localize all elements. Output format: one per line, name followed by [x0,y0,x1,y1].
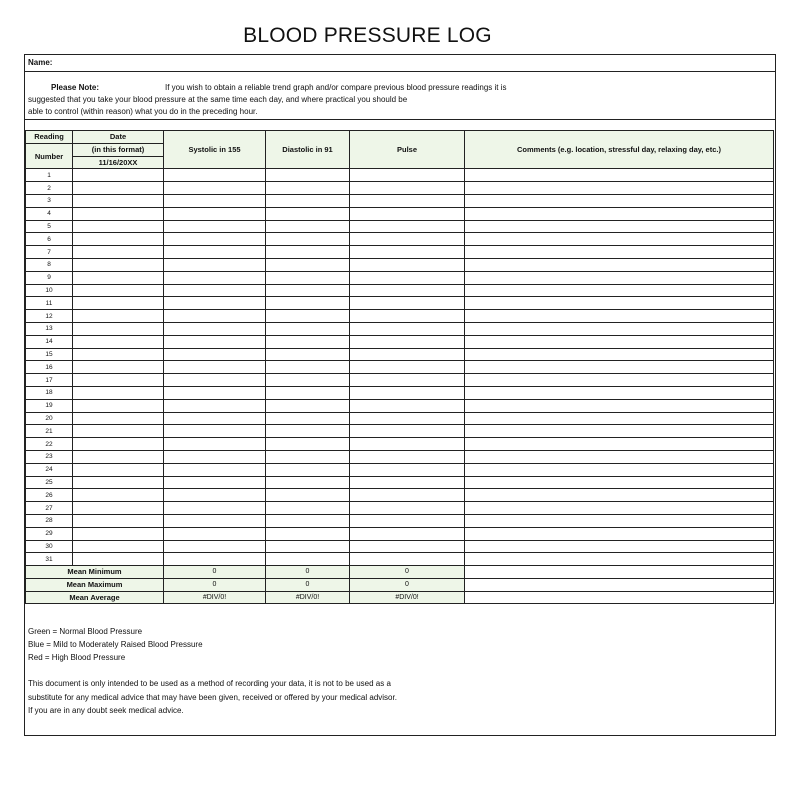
reading-number: 21 [26,425,73,438]
reading-number: 19 [26,399,73,412]
blood-pressure-form [24,54,776,736]
systolic-cell[interactable] [164,374,266,387]
table-row [26,514,774,527]
diastolic-cell[interactable] [266,553,350,566]
comments-cell[interactable] [465,399,774,412]
summary-pulse: 0 [350,566,465,579]
pulse-cell[interactable] [350,271,465,284]
date-cell[interactable] [73,335,164,348]
systolic-cell[interactable] [164,553,266,566]
date-cell[interactable] [73,412,164,425]
pulse-cell[interactable] [350,233,465,246]
note-label: Please Note: [51,83,100,92]
summary-systolic: 0 [164,578,266,591]
comments-cell[interactable] [465,374,774,387]
table-row [26,246,774,259]
comments-cell[interactable] [465,553,774,566]
summary-comments [465,566,774,579]
date-cell[interactable] [73,450,164,463]
diastolic-cell[interactable] [266,450,350,463]
systolic-cell[interactable] [164,194,266,207]
name-field[interactable]: Name: [25,55,775,72]
date-cell[interactable] [73,386,164,399]
date-cell[interactable] [73,399,164,412]
table-row [26,399,774,412]
summary-pulse: 0 [350,578,465,591]
diastolic-cell[interactable] [266,246,350,259]
summary-diastolic: 0 [266,566,350,579]
reading-number: 13 [26,322,73,335]
table-row [26,476,774,489]
summary-comments [465,578,774,591]
date-cell[interactable] [73,553,164,566]
comments-cell[interactable] [465,412,774,425]
reading-number: 6 [26,233,73,246]
systolic-cell[interactable] [164,502,266,515]
pulse-cell[interactable] [350,348,465,361]
pulse-cell[interactable] [350,553,465,566]
pulse-cell[interactable] [350,194,465,207]
comments-cell[interactable] [465,502,774,515]
pulse-cell[interactable] [350,246,465,259]
systolic-cell[interactable] [164,233,266,246]
date-format-note: (in this format) [73,143,164,156]
table-row [26,425,774,438]
comments-cell[interactable] [465,514,774,527]
systolic-cell[interactable] [164,489,266,502]
date-cell[interactable] [73,194,164,207]
table-row [26,297,774,310]
pulse-cell[interactable] [350,463,465,476]
diastolic-cell[interactable] [266,207,350,220]
col-comments-header: Comments (e.g. location, stressful day, relaxing day, etc.) [465,131,774,169]
systolic-cell[interactable] [164,361,266,374]
summary-pulse: #DIV/0! [350,591,465,604]
pulse-cell[interactable] [350,361,465,374]
systolic-cell[interactable] [164,220,266,233]
table-row [26,194,774,207]
table-row [26,540,774,553]
disclaimer-line-2: substitute for any medical advice that may have been given, received or offered by your medical advisor. [28,692,397,702]
diastolic-cell[interactable] [266,335,350,348]
date-cell[interactable] [73,438,164,451]
date-cell[interactable] [73,463,164,476]
comments-cell[interactable] [465,489,774,502]
systolic-cell[interactable] [164,425,266,438]
comments-cell[interactable] [465,310,774,323]
comments-cell[interactable] [465,348,774,361]
table-row [26,463,774,476]
date-cell[interactable] [73,476,164,489]
comments-cell[interactable] [465,322,774,335]
comments-cell[interactable] [465,220,774,233]
diastolic-cell[interactable] [266,540,350,553]
diastolic-cell[interactable] [266,374,350,387]
date-cell[interactable] [73,258,164,271]
date-cell[interactable] [73,284,164,297]
reading-number: 25 [26,476,73,489]
systolic-cell[interactable] [164,284,266,297]
note-line-3: able to control (within reason) what you do in the preceding hour. [28,107,258,116]
pulse-cell[interactable] [350,399,465,412]
diastolic-cell[interactable] [266,271,350,284]
col-number-header: Number [26,143,73,169]
comments-cell[interactable] [465,425,774,438]
pulse-cell[interactable] [350,207,465,220]
reading-number: 15 [26,348,73,361]
diastolic-cell[interactable] [266,348,350,361]
pulse-cell[interactable] [350,425,465,438]
pulse-cell[interactable] [350,540,465,553]
comments-cell[interactable] [465,271,774,284]
comments-cell[interactable] [465,361,774,374]
date-cell[interactable] [73,182,164,195]
summary-systolic: #DIV/0! [164,591,266,604]
comments-cell[interactable] [465,463,774,476]
disclaimer-line-3: If you are in any doubt seek medical advice. [28,706,184,715]
legend-blue: Blue = Mild to Moderately Raised Blood Pressure [28,640,203,649]
summary-diastolic: #DIV/0! [266,591,350,604]
pulse-cell[interactable] [350,476,465,489]
date-example: 11/16/20XX [73,156,164,169]
pulse-cell[interactable] [350,527,465,540]
col-reading-header: Reading [26,131,73,144]
disclaimer-line-1: This document is only intended to be used as a method of recording your data, it is not to be used as a [28,679,391,688]
systolic-cell[interactable] [164,514,266,527]
date-cell[interactable] [73,361,164,374]
comments-cell[interactable] [465,246,774,259]
comments-cell[interactable] [465,169,774,182]
pulse-cell[interactable] [350,489,465,502]
comments-cell[interactable] [465,194,774,207]
table-row [26,284,774,297]
diastolic-cell[interactable] [266,502,350,515]
diastolic-cell[interactable] [266,284,350,297]
systolic-cell[interactable] [164,463,266,476]
date-cell[interactable] [73,207,164,220]
comments-cell[interactable] [465,450,774,463]
comments-cell[interactable] [465,438,774,451]
summary-body [26,566,774,604]
reading-number: 11 [26,297,73,310]
table-row [26,322,774,335]
systolic-cell[interactable] [164,310,266,323]
date-cell[interactable] [73,514,164,527]
date-cell[interactable] [73,527,164,540]
reading-number: 20 [26,412,73,425]
pulse-cell[interactable] [350,450,465,463]
diastolic-cell[interactable] [266,182,350,195]
reading-number: 29 [26,527,73,540]
reading-number: 2 [26,182,73,195]
diastolic-cell[interactable] [266,412,350,425]
diastolic-cell[interactable] [266,476,350,489]
reading-number: 27 [26,502,73,515]
legend-green: Green = Normal Blood Pressure [28,627,143,636]
reading-number: 8 [26,258,73,271]
comments-cell[interactable] [465,386,774,399]
table-row [26,271,774,284]
date-cell[interactable] [73,220,164,233]
diastolic-cell[interactable] [266,514,350,527]
diastolic-cell[interactable] [266,438,350,451]
reading-number: 22 [26,438,73,451]
systolic-cell[interactable] [164,476,266,489]
reading-number: 31 [26,553,73,566]
table-row [26,450,774,463]
comments-cell[interactable] [465,258,774,271]
reading-number: 10 [26,284,73,297]
summary-row [26,566,774,579]
systolic-cell[interactable] [164,412,266,425]
pulse-cell[interactable] [350,374,465,387]
systolic-cell[interactable] [164,386,266,399]
table-row [26,412,774,425]
date-cell[interactable] [73,348,164,361]
note-line-2: suggested that you take your blood pressure at the same time each day, and where practical you should be [28,95,408,104]
table-row [26,182,774,195]
summary-diastolic: 0 [266,578,350,591]
table-row [26,258,774,271]
diastolic-cell[interactable] [266,220,350,233]
reading-number: 16 [26,361,73,374]
table-row [26,386,774,399]
reading-number: 4 [26,207,73,220]
systolic-cell[interactable] [164,322,266,335]
table-row [26,502,774,515]
note-section [25,72,775,120]
date-cell[interactable] [73,489,164,502]
reading-number: 18 [26,386,73,399]
reading-number: 30 [26,540,73,553]
diastolic-cell[interactable] [266,399,350,412]
page-title: BLOOD PRESSURE LOG [243,24,492,47]
systolic-cell[interactable] [164,182,266,195]
pulse-cell[interactable] [350,386,465,399]
pulse-cell[interactable] [350,310,465,323]
date-cell[interactable] [73,425,164,438]
diastolic-cell[interactable] [266,386,350,399]
date-cell[interactable] [73,169,164,182]
date-cell[interactable] [73,246,164,259]
diastolic-cell[interactable] [266,233,350,246]
systolic-cell[interactable] [164,527,266,540]
table-row [26,335,774,348]
col-pulse-header: Pulse [350,131,465,169]
reading-number: 12 [26,310,73,323]
summary-comments [465,591,774,604]
date-cell[interactable] [73,233,164,246]
reading-number: 17 [26,374,73,387]
pulse-cell[interactable] [350,182,465,195]
systolic-cell[interactable] [164,399,266,412]
note-line-1: If you wish to obtain a reliable trend graph and/or compare previous blood pressure readings it is [165,83,507,92]
pulse-cell[interactable] [350,335,465,348]
log-table [25,130,774,604]
pulse-cell[interactable] [350,502,465,515]
comments-cell[interactable] [465,527,774,540]
col-systolic-header: Systolic in 155 [164,131,266,169]
table-row [26,169,774,182]
summary-systolic: 0 [164,566,266,579]
date-cell[interactable] [73,310,164,323]
date-cell[interactable] [73,297,164,310]
diastolic-cell[interactable] [266,169,350,182]
comments-cell[interactable] [465,284,774,297]
diastolic-cell[interactable] [266,527,350,540]
date-cell[interactable] [73,322,164,335]
reading-number: 14 [26,335,73,348]
table-row [26,220,774,233]
reading-number: 5 [26,220,73,233]
summary-label: Mean Average [26,591,164,604]
comments-cell[interactable] [465,297,774,310]
table-row [26,489,774,502]
reading-number: 23 [26,450,73,463]
date-cell[interactable] [73,374,164,387]
summary-row [26,591,774,604]
systolic-cell[interactable] [164,207,266,220]
diastolic-cell[interactable] [266,310,350,323]
pulse-cell[interactable] [350,514,465,527]
date-cell[interactable] [73,540,164,553]
systolic-cell[interactable] [164,438,266,451]
comments-cell[interactable] [465,233,774,246]
diastolic-cell[interactable] [266,425,350,438]
date-cell[interactable] [73,502,164,515]
table-row [26,233,774,246]
summary-label: Mean Minimum [26,566,164,579]
reading-number: 26 [26,489,73,502]
diastolic-cell[interactable] [266,463,350,476]
reading-number: 24 [26,463,73,476]
systolic-cell[interactable] [164,246,266,259]
summary-label: Mean Maximum [26,578,164,591]
pulse-cell[interactable] [350,258,465,271]
table-row [26,553,774,566]
col-diastolic-header: Diastolic in 91 [266,131,350,169]
pulse-cell[interactable] [350,412,465,425]
systolic-cell[interactable] [164,348,266,361]
comments-cell[interactable] [465,335,774,348]
date-cell[interactable] [73,271,164,284]
disclaimer [28,677,397,718]
pulse-cell[interactable] [350,169,465,182]
log-body [26,169,774,566]
diastolic-cell[interactable] [266,361,350,374]
pulse-cell[interactable] [350,220,465,233]
diastolic-cell[interactable] [266,322,350,335]
pulse-cell[interactable] [350,322,465,335]
diastolic-cell[interactable] [266,297,350,310]
systolic-cell[interactable] [164,169,266,182]
reading-number: 1 [26,169,73,182]
table-row [26,348,774,361]
diastolic-cell[interactable] [266,194,350,207]
systolic-cell[interactable] [164,335,266,348]
table-row [26,361,774,374]
comments-cell[interactable] [465,540,774,553]
legend-red: Red = High Blood Pressure [28,653,126,662]
systolic-cell[interactable] [164,258,266,271]
table-row [26,374,774,387]
summary-row [26,578,774,591]
comments-cell[interactable] [465,476,774,489]
comments-cell[interactable] [465,182,774,195]
diastolic-cell[interactable] [266,258,350,271]
comments-cell[interactable] [465,207,774,220]
diastolic-cell[interactable] [266,489,350,502]
systolic-cell[interactable] [164,297,266,310]
systolic-cell[interactable] [164,540,266,553]
table-row [26,527,774,540]
table-row [26,310,774,323]
legend [28,625,203,664]
pulse-cell[interactable] [350,284,465,297]
table-row [26,438,774,451]
systolic-cell[interactable] [164,271,266,284]
reading-number: 7 [26,246,73,259]
systolic-cell[interactable] [164,450,266,463]
pulse-cell[interactable] [350,438,465,451]
reading-number: 3 [26,194,73,207]
table-row [26,207,774,220]
reading-number: 9 [26,271,73,284]
col-date-header: Date [73,131,164,144]
pulse-cell[interactable] [350,297,465,310]
reading-number: 28 [26,514,73,527]
